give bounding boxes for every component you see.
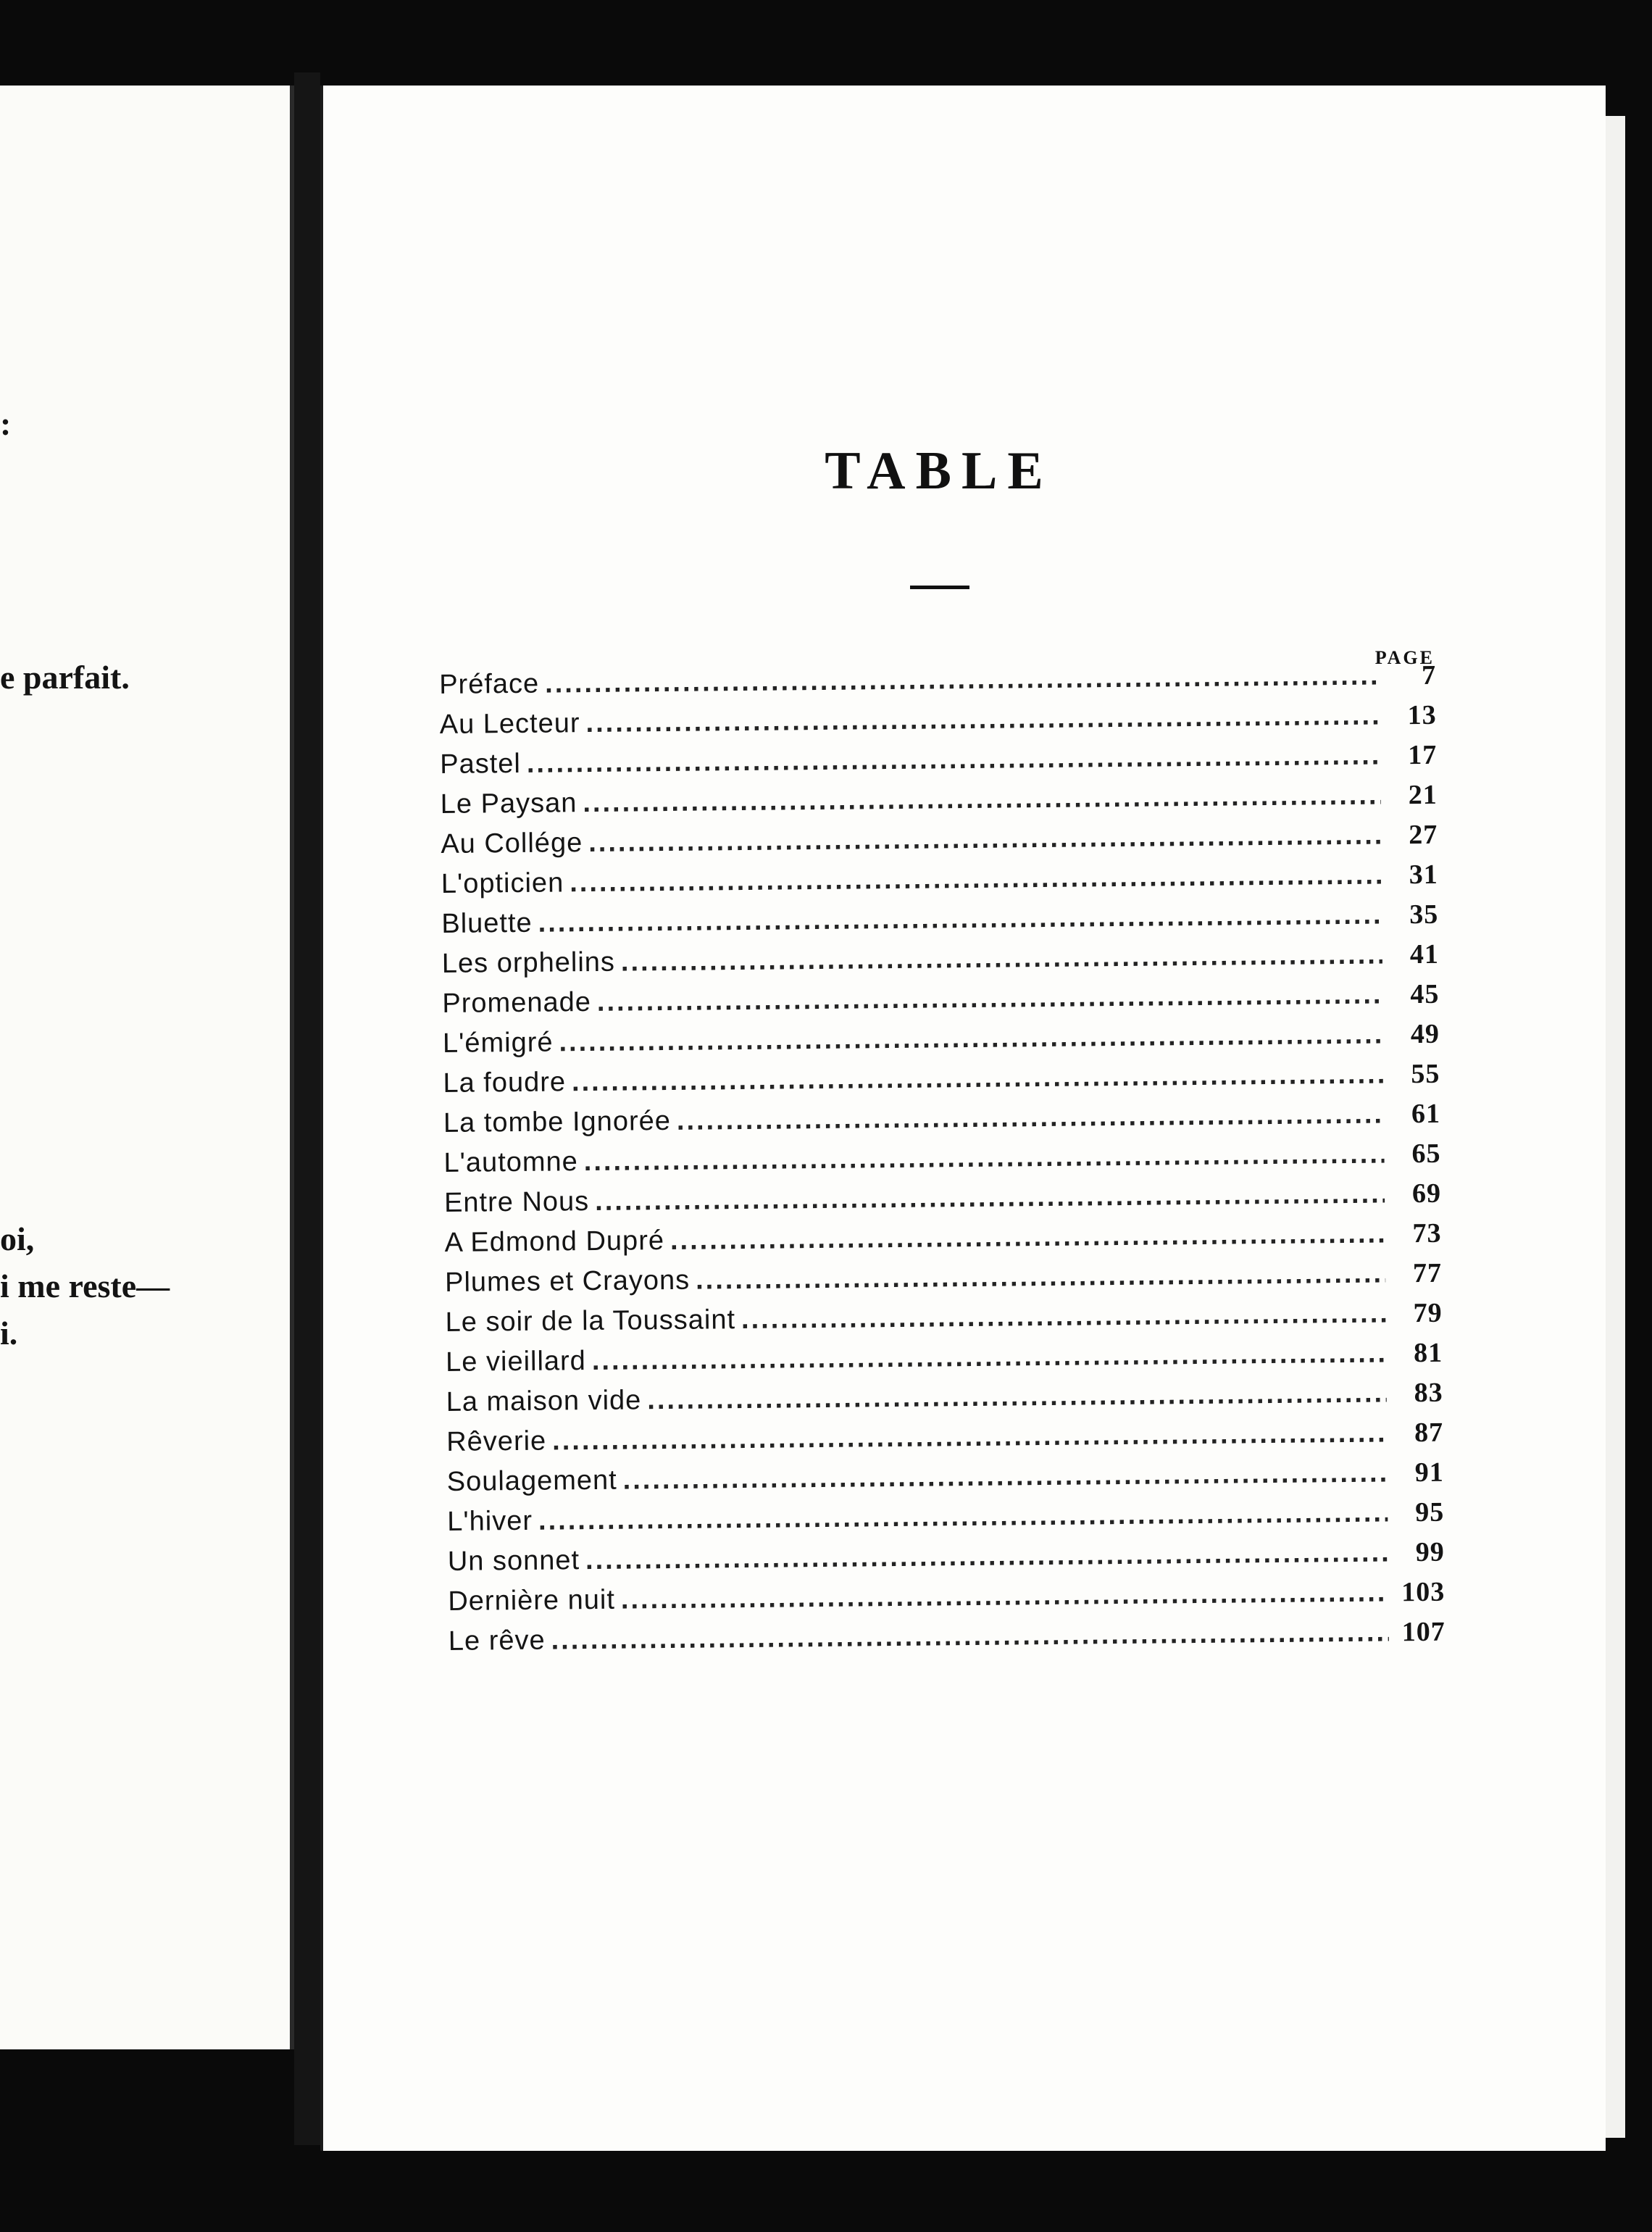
- toc-entry-page: 73: [1412, 1217, 1442, 1249]
- toc-entry-title: Rêverie: [446, 1425, 547, 1457]
- toc-entry-page: 87: [1414, 1417, 1444, 1449]
- toc-entry-page: 81: [1413, 1337, 1443, 1369]
- left-text-line: e parfait.: [0, 659, 130, 696]
- toc-entry-title: L'opticien: [441, 867, 564, 899]
- toc-entry-page: 7: [1421, 659, 1437, 691]
- toc-entry-title: Entre Nous: [443, 1186, 590, 1218]
- toc-dot-leader: [621, 940, 1382, 978]
- toc-entry-title: L'émigré: [442, 1027, 554, 1059]
- toc-entry-title: La maison vide: [446, 1385, 642, 1417]
- toc-entry-page: 69: [1411, 1178, 1442, 1209]
- toc-entry-page: 91: [1414, 1457, 1444, 1488]
- toc-entry-title: Le vieillard: [445, 1346, 587, 1378]
- toc-entry: [449, 1616, 1446, 1665]
- toc-entry-title: L'automne: [443, 1146, 579, 1178]
- toc-entry-title: A Edmond Dupré: [444, 1225, 665, 1258]
- toc-entry-page: 95: [1415, 1496, 1445, 1528]
- toc-entry-title: L'hiver: [447, 1505, 533, 1537]
- toc-entry-page: 83: [1414, 1377, 1443, 1409]
- toc-entry-page: 17: [1408, 739, 1438, 771]
- toc-dot-leader: [670, 1219, 1385, 1257]
- toc-dot-leader: [741, 1298, 1386, 1336]
- book-spine: [294, 72, 320, 2145]
- toc-dot-leader: [592, 1338, 1387, 1377]
- toc-dot-leader: [597, 980, 1383, 1018]
- toc-entry-title: Promenade: [442, 987, 592, 1019]
- toc-entry-title: Le rêve: [448, 1625, 546, 1657]
- page-title: TABLE: [825, 441, 1054, 501]
- toc-dot-leader: [583, 780, 1381, 820]
- table-of-contents-page: [320, 86, 1606, 2151]
- left-text-line: :: [0, 405, 12, 442]
- toc-entry-page: 35: [1409, 899, 1439, 930]
- toc-entry-title: Pastel: [440, 748, 522, 780]
- toc-entry-title: Un sonnet: [447, 1545, 580, 1577]
- toc-dot-leader: [595, 1179, 1385, 1217]
- left-text-line: i.: [0, 1315, 18, 1352]
- toc-entry-page: 45: [1410, 978, 1440, 1010]
- toc-entry-title: Au Collége: [441, 828, 583, 859]
- toc-dot-leader: [585, 701, 1380, 740]
- toc-list: [439, 659, 1446, 1665]
- toc-dot-leader: [622, 1457, 1387, 1496]
- toc-entry-page: 65: [1411, 1138, 1441, 1170]
- toc-dot-leader: [545, 661, 1380, 700]
- toc-entry-title: Préface: [439, 668, 540, 700]
- toc-entry-page: 31: [1409, 859, 1438, 891]
- toc-entry-title: Soulagement: [446, 1465, 617, 1497]
- toc-entry-page: 49: [1410, 1018, 1440, 1050]
- title-rule: [910, 586, 969, 589]
- toc-dot-leader: [570, 860, 1382, 899]
- page-column-heading: PAGE: [1374, 647, 1435, 668]
- toc-dot-leader: [572, 1059, 1384, 1099]
- toc-dot-leader: [527, 741, 1381, 780]
- toc-dot-leader: [585, 1537, 1388, 1576]
- toc-entry-page: 107: [1401, 1616, 1446, 1648]
- toc-dot-leader: [588, 820, 1381, 859]
- toc-entry-title: Dernière nuit: [448, 1584, 616, 1617]
- toc-entry-title: Le soir de la Toussaint: [445, 1304, 736, 1338]
- toc-dot-leader: [584, 1139, 1385, 1178]
- toc-entry-page: 103: [1401, 1576, 1446, 1608]
- toc-dot-leader: [647, 1378, 1387, 1416]
- toc-dot-leader: [552, 1417, 1387, 1457]
- toc-dot-leader: [677, 1099, 1384, 1137]
- toc-entry-page: 61: [1411, 1098, 1441, 1130]
- left-text-line: oi,: [0, 1220, 35, 1257]
- toc-entry-title: La foudre: [443, 1067, 567, 1099]
- toc-entry-page: 13: [1407, 699, 1437, 731]
- toc-dot-leader: [559, 1020, 1383, 1059]
- toc-entry-page: 79: [1413, 1297, 1443, 1329]
- toc-entry-title: Le Paysan: [440, 788, 577, 820]
- toc-entry-title: La tombe Ignorée: [443, 1105, 672, 1138]
- left-facing-page: [0, 86, 294, 2049]
- toc-entry-page: 55: [1411, 1058, 1440, 1090]
- toc-entry-page: 41: [1409, 938, 1440, 970]
- toc-dot-leader: [538, 1497, 1388, 1536]
- toc-entry-title: Les orphelins: [441, 946, 616, 979]
- toc-entry-page: 77: [1412, 1257, 1443, 1289]
- toc-dot-leader: [696, 1259, 1385, 1296]
- toc-entry-title: Au Lecteur: [439, 708, 580, 740]
- toc-entry-title: Bluette: [441, 907, 533, 939]
- toc-entry-page: 99: [1415, 1536, 1445, 1568]
- toc-dot-leader: [538, 900, 1382, 939]
- toc-entry-page: 21: [1408, 779, 1438, 811]
- toc-entry-page: 27: [1409, 819, 1438, 851]
- left-text-line: i me reste—: [0, 1267, 170, 1304]
- toc-dot-leader: [551, 1617, 1389, 1656]
- toc-dot-leader: [621, 1577, 1389, 1615]
- toc-entry-title: Plumes et Crayons: [444, 1265, 691, 1298]
